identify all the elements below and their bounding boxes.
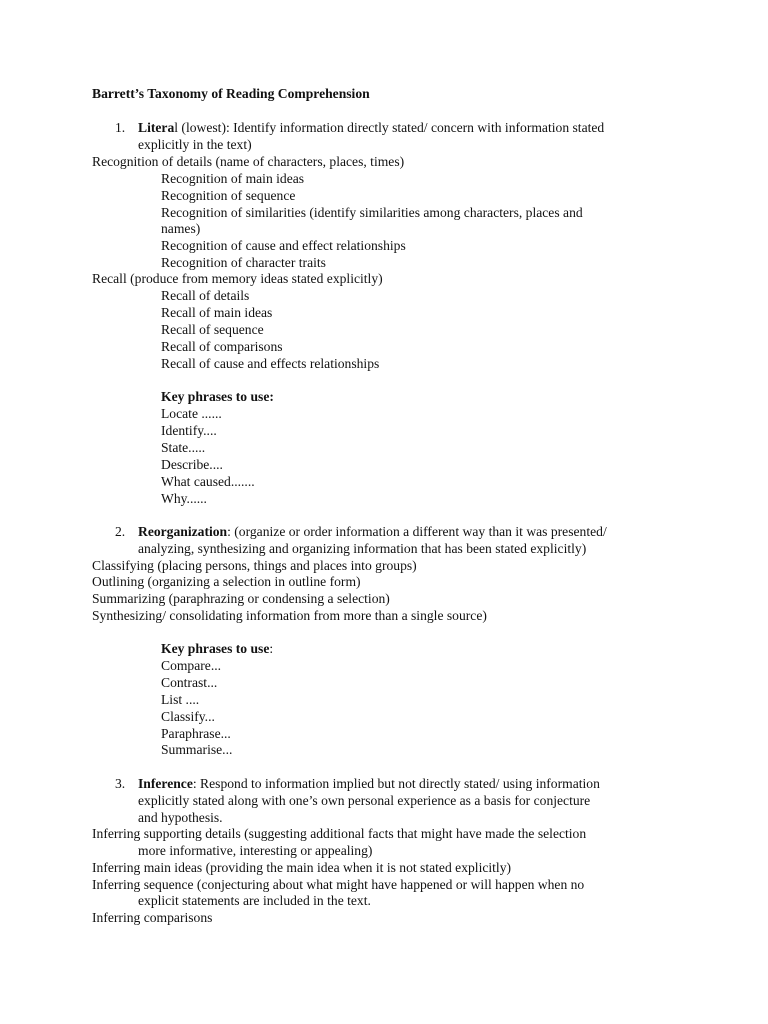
heading-text: : Respond to information implied but not directly stated/ using information [192, 776, 600, 791]
list-item: Recall of sequence [161, 322, 264, 337]
list-item: Recognition of main ideas [161, 171, 305, 186]
list-item: Summarizing (paraphrazing or condensing a selection) [92, 591, 390, 606]
heading-text: : (organize or order information a different way than it was presented/ [227, 524, 607, 539]
list-item: Inferring supporting details (suggesting additional facts that might have made the selection [92, 826, 587, 841]
list-item: Recall of cause and effects relationships [161, 356, 380, 371]
list-item: Compare... [161, 658, 222, 673]
list-item: Why...... [161, 491, 207, 506]
section-literal-heading [138, 120, 604, 137]
list-item: Inferring sequence (conjecturing about what might have happened or will happen when no [92, 877, 585, 892]
list-item: Inferring comparisons [92, 910, 213, 925]
heading-continuation: analyzing, synthesizing and organizing information that has been stated explicitly) [138, 541, 587, 556]
list-item: names) [161, 221, 201, 236]
list-item-continuation: more informative, interesting or appealing) [138, 843, 373, 858]
list-item: Recognition of character traits [161, 255, 326, 270]
list-item: Recall of details [161, 288, 250, 303]
list-item: Contrast... [161, 675, 218, 690]
heading-continuation: explicitly stated along with one’s own personal experience as a basis for conjecture [138, 793, 591, 808]
list-item: Synthesizing/ consolidating information from more than a single source) [92, 608, 487, 623]
recognition-line: Recognition of details (name of characters, places, times) [92, 154, 405, 169]
list-number-2: 2. [115, 524, 126, 539]
list-item: Summarise... [161, 742, 233, 757]
section-inference-heading [138, 776, 600, 793]
list-item: Identify.... [161, 423, 217, 438]
recall-line: Recall (produce from memory ideas stated explicitly) [92, 271, 383, 286]
list-item: Recognition of sequence [161, 188, 296, 203]
section-reorganization-heading [138, 524, 607, 541]
list-item: Recall of main ideas [161, 305, 273, 320]
list-item: Recognition of cause and effect relationships [161, 238, 406, 253]
list-item: Recognition of similarities (identify similarities among characters, places and [161, 205, 583, 220]
list-item-continuation: explicit statements are included in the text. [138, 893, 371, 908]
document-title: Barrett’s Taxonomy of Reading Comprehension [92, 86, 370, 101]
list-item: Locate ...... [161, 406, 222, 421]
list-item: List .... [161, 692, 200, 707]
list-item: Paraphrase... [161, 726, 231, 741]
list-item: What caused....... [161, 474, 255, 489]
heading-text: l (lowest): Identify information directly stated/ concern with information stated [174, 120, 605, 135]
key-phrases-label: Key phrases to use: [161, 641, 274, 656]
list-number-1: 1. [115, 120, 126, 135]
key-phrases-label: Key phrases to use: [161, 389, 274, 404]
list-item: Classify... [161, 709, 215, 724]
list-number-3: 3. [115, 776, 126, 791]
heading-continuation: and hypothesis. [138, 810, 223, 825]
list-item: State..... [161, 440, 206, 455]
list-item: Classifying (placing persons, things and places into groups) [92, 558, 417, 573]
heading-bold: Reorganization [138, 524, 228, 539]
heading-bold: Inference [138, 776, 193, 791]
heading-continuation: explicitly in the text) [138, 137, 252, 152]
list-item: Outlining (organizing a selection in outline form) [92, 574, 361, 589]
heading-bold: Litera [138, 120, 175, 135]
list-item: Inferring main ideas (providing the main idea when it is not stated explicitly) [92, 860, 512, 875]
list-item: Recall of comparisons [161, 339, 283, 354]
list-item: Describe.... [161, 457, 223, 472]
